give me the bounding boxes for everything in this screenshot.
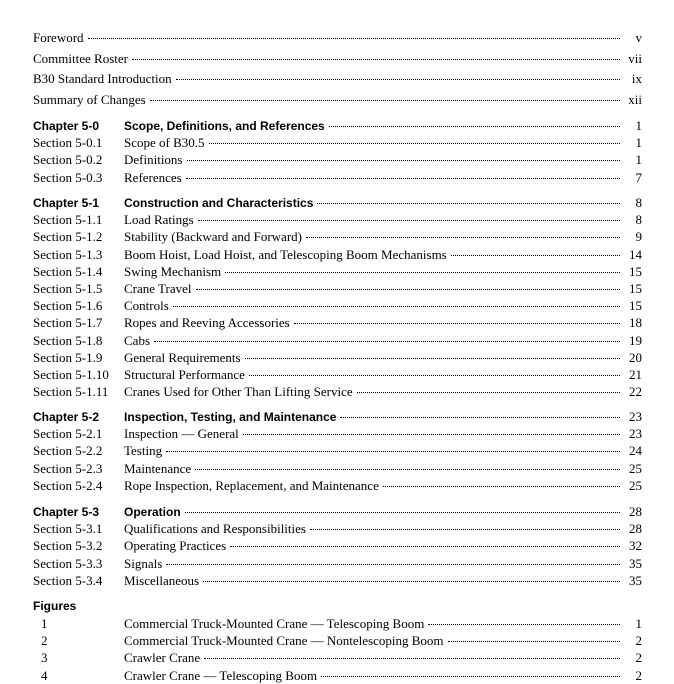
dot-leader — [186, 177, 620, 179]
section-title: Operating Practices — [124, 538, 227, 554]
section-entry — [33, 555, 642, 572]
page-number: 21 — [629, 367, 642, 382]
page-number: 9 — [635, 229, 642, 245]
chapter-label: Chapter 5-3 — [33, 505, 100, 519]
dot-leader — [317, 202, 620, 204]
section-title: Boom Hoist, Load Hoist, and Telescoping Boom Mechanisms — [124, 246, 447, 262]
page-number: 23 — [629, 409, 642, 424]
section-entry — [33, 477, 642, 494]
page-number: 1 — [635, 616, 642, 631]
section-entry — [33, 460, 642, 477]
dot-leader — [249, 374, 620, 376]
section-label: Section 5-1.9 — [33, 349, 103, 365]
section-entry — [33, 263, 642, 280]
dot-leader — [383, 485, 620, 487]
chapter-entry — [33, 503, 642, 520]
page-number: 1 — [635, 135, 642, 151]
chapter-label: Chapter 5-0 — [33, 119, 100, 133]
section-title: Testing — [124, 443, 163, 459]
chapter-label: Chapter 5-1 — [33, 196, 100, 210]
chapter-title: Inspection, Testing, and Maintenance — [124, 410, 337, 424]
section-title: References — [124, 169, 182, 185]
section-entry — [33, 169, 642, 186]
section-title: Scope of B30.5 — [124, 135, 205, 151]
page-number: 18 — [629, 315, 642, 331]
page-number: ix — [631, 71, 642, 86]
chapter-label: Chapter 5-2 — [33, 410, 100, 424]
dot-leader — [245, 357, 620, 359]
dot-leader — [448, 640, 620, 642]
dot-leader — [340, 416, 620, 418]
section-label: Section 5-1.4 — [33, 263, 103, 279]
page-number: 35 — [629, 555, 642, 571]
dot-leader — [203, 580, 620, 582]
section-title: Definitions — [124, 152, 183, 168]
section-label: Section 5-3.2 — [33, 538, 103, 554]
figure-number: 3 — [41, 650, 48, 666]
dot-leader — [154, 340, 620, 342]
page-number: 32 — [629, 538, 642, 554]
section-title: Structural Performance — [124, 367, 245, 382]
dot-leader — [195, 468, 620, 470]
section-label: Section 5-2.3 — [33, 460, 103, 476]
section-title: General Requirements — [124, 349, 241, 365]
dot-leader — [173, 305, 620, 307]
page-number: 24 — [629, 443, 642, 459]
figure-title: Crawler Crane — Telescoping Boom — [124, 667, 318, 683]
section-label: Section 5-0.3 — [33, 169, 103, 185]
dot-leader — [204, 657, 620, 659]
dot-leader — [150, 99, 620, 101]
section-label: Section 5-1.1 — [33, 212, 103, 228]
dot-leader — [357, 391, 620, 393]
section-label: Section 5-1.11 — [33, 384, 109, 400]
dot-leader — [428, 623, 620, 625]
front-matter-entry — [33, 50, 642, 67]
dot-leader — [451, 254, 620, 256]
page-number: 19 — [629, 332, 642, 348]
page-number: 25 — [629, 477, 642, 493]
section-label: Section 5-2.4 — [33, 477, 103, 493]
dot-leader — [166, 450, 620, 452]
page-number: 20 — [629, 349, 642, 365]
section-entry — [33, 520, 642, 537]
section-label: Section 5-0.2 — [33, 152, 103, 168]
section-entry — [33, 425, 642, 442]
dot-leader — [310, 528, 620, 530]
dot-leader — [294, 322, 620, 324]
front-matter-entry — [33, 91, 642, 108]
page-number: xii — [628, 91, 642, 107]
page-number: 14 — [629, 246, 642, 262]
entry-title: Foreword — [33, 30, 84, 45]
dot-leader — [166, 563, 620, 565]
dot-leader — [132, 58, 620, 60]
figure-number: 4 — [41, 667, 48, 683]
section-label: Section 5-0.1 — [33, 135, 103, 151]
page-number: 22 — [629, 384, 642, 400]
section-entry — [33, 383, 642, 400]
section-title: Crane Travel — [124, 281, 192, 296]
section-entry — [33, 228, 642, 245]
chapter-entry — [33, 194, 642, 211]
section-entry — [33, 280, 642, 297]
figure-title: Commercial Truck-Mounted Crane — Nontelescoping Boom — [124, 633, 444, 649]
page-number: 2 — [635, 650, 642, 666]
section-label: Section 5-1.6 — [33, 298, 103, 314]
page-number: 35 — [629, 572, 642, 588]
dot-leader — [198, 219, 620, 221]
page-number: 23 — [629, 426, 642, 442]
section-entry — [33, 572, 642, 589]
figure-number: 1 — [41, 616, 48, 631]
dot-leader — [225, 271, 620, 273]
section-title: Cabs — [124, 332, 150, 348]
section-title: Swing Mechanism — [124, 263, 222, 279]
section-label: Section 5-2.1 — [33, 426, 103, 442]
section-label: Section 5-3.1 — [33, 521, 103, 537]
section-label: Section 5-3.3 — [33, 555, 103, 571]
page-number: v — [635, 30, 642, 45]
section-entry — [33, 211, 642, 228]
page-number: 8 — [635, 212, 642, 228]
page-number: 25 — [629, 460, 642, 476]
section-title: Stability (Backward and Forward) — [124, 229, 302, 245]
section-title: Ropes and Reeving Accessories — [124, 315, 290, 331]
section-label: Section 5-1.3 — [33, 246, 103, 262]
page-number: 7 — [635, 169, 642, 185]
section-entry — [33, 332, 642, 349]
section-label: Section 5-1.7 — [33, 315, 103, 331]
dot-leader — [230, 545, 620, 547]
dot-leader — [243, 433, 620, 435]
chapter-title: Scope, Definitions, and References — [124, 119, 325, 133]
figure-entry — [33, 667, 642, 684]
entry-title: B30 Standard Introduction — [33, 71, 172, 86]
section-entry — [33, 314, 642, 331]
section-entry — [33, 537, 642, 554]
page-number: 1 — [635, 152, 642, 168]
figure-title: Crawler Crane — [124, 650, 201, 666]
figure-entry — [33, 649, 642, 666]
section-entry — [33, 366, 642, 383]
dot-leader — [209, 142, 620, 144]
section-label: Section 5-1.2 — [33, 229, 103, 245]
section-label: Section 5-2.2 — [33, 443, 103, 459]
dot-leader — [187, 159, 621, 161]
page-number: 2 — [635, 667, 642, 683]
section-entry — [33, 349, 642, 366]
section-entry — [33, 297, 642, 314]
section-label: Section 5-1.5 — [33, 281, 103, 296]
figures-heading: Figures — [33, 599, 77, 613]
page-number: 1 — [635, 118, 642, 133]
entry-title: Summary of Changes — [33, 91, 146, 107]
section-title: Controls — [124, 298, 169, 314]
section-title: Miscellaneous — [124, 572, 200, 588]
section-entry — [33, 134, 642, 151]
page-number: 8 — [635, 195, 642, 210]
page-number: vii — [628, 50, 642, 66]
section-entry — [33, 246, 642, 263]
page-number: 15 — [629, 281, 642, 296]
front-matter-entry — [33, 29, 642, 46]
chapter-entry — [33, 408, 642, 425]
section-entry — [33, 151, 642, 168]
entry-title: Committee Roster — [33, 50, 128, 66]
dot-leader — [185, 511, 620, 513]
dot-leader — [196, 288, 620, 290]
front-matter-entry — [33, 70, 642, 87]
figure-entry — [33, 615, 642, 632]
chapter-title: Operation — [124, 505, 181, 519]
page-number: 28 — [629, 521, 642, 537]
section-label: Section 5-1.10 — [33, 367, 109, 382]
dot-leader — [306, 236, 620, 238]
page-number: 2 — [635, 633, 642, 649]
page-number: 15 — [629, 298, 642, 314]
section-title: Inspection — General — [124, 426, 239, 442]
section-title: Qualifications and Responsibilities — [124, 521, 306, 537]
figure-entry — [33, 632, 642, 649]
figure-title: Commercial Truck-Mounted Crane — Telescoping Boom — [124, 616, 425, 631]
dot-leader — [329, 125, 620, 127]
chapter-entry — [33, 117, 642, 134]
section-title: Rope Inspection, Replacement, and Maintenance — [124, 477, 379, 493]
figure-number: 2 — [41, 633, 48, 649]
dot-leader — [176, 78, 620, 80]
chapter-title: Construction and Characteristics — [124, 196, 314, 210]
page-number: 28 — [629, 504, 642, 519]
dot-leader — [321, 675, 620, 677]
section-entry — [33, 442, 642, 459]
section-title: Load Ratings — [124, 212, 194, 228]
page-number: 15 — [629, 263, 642, 279]
section-title: Signals — [124, 555, 163, 571]
dot-leader — [88, 37, 620, 39]
section-label: Section 5-1.8 — [33, 332, 103, 348]
section-title: Cranes Used for Other Than Lifting Service — [124, 384, 353, 400]
section-title: Maintenance — [124, 460, 192, 476]
section-label: Section 5-3.4 — [33, 572, 103, 588]
